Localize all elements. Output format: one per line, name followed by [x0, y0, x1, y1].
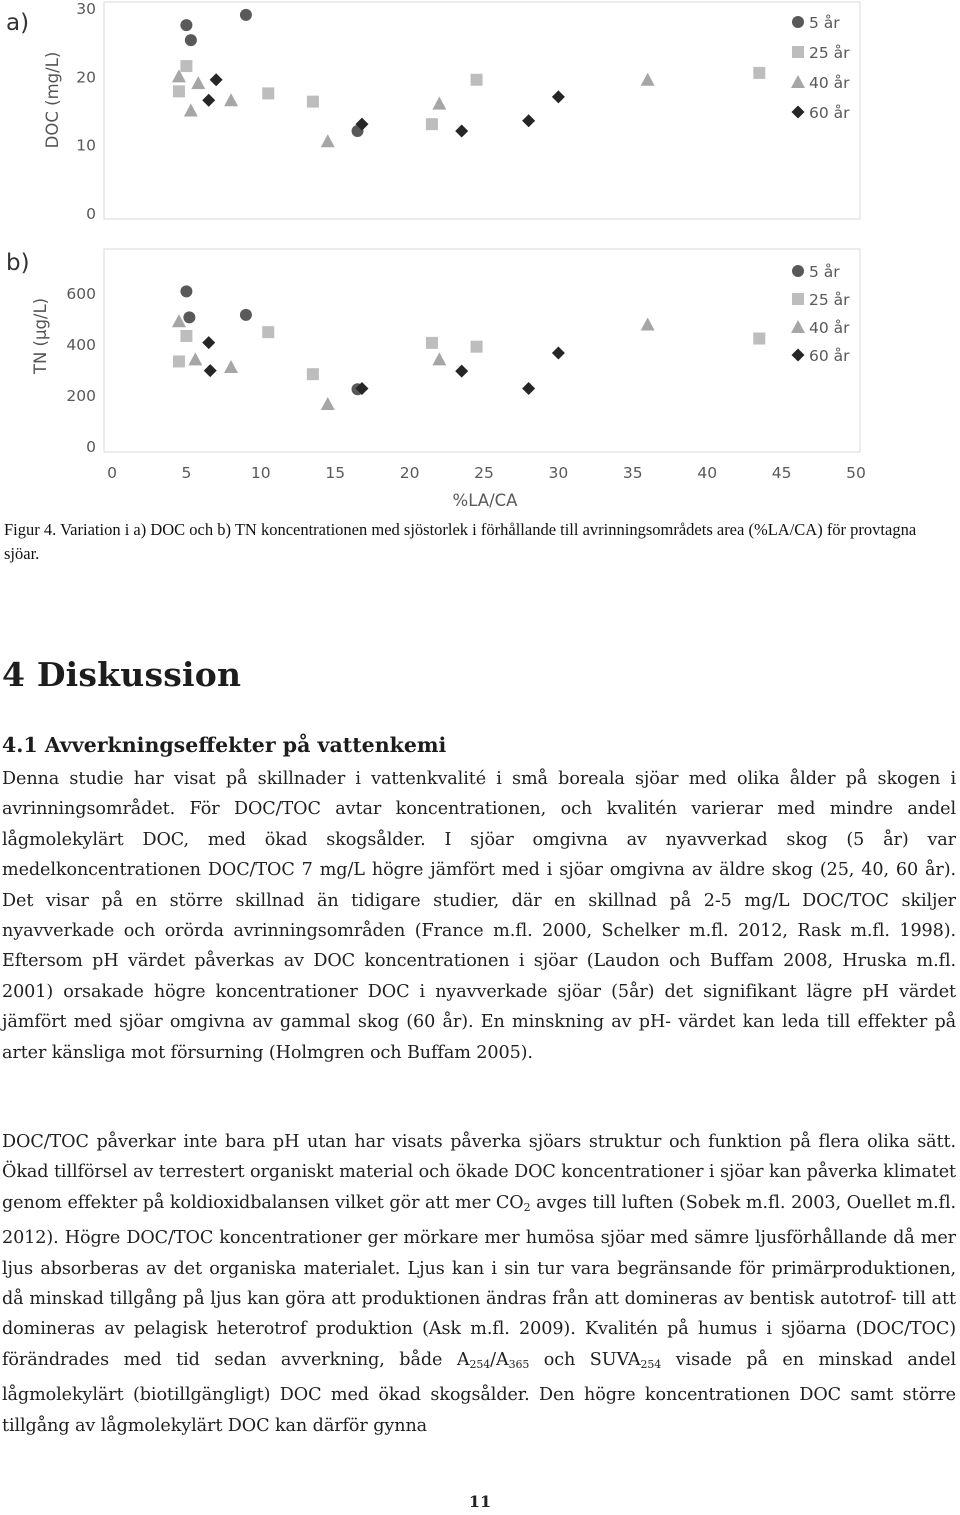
legend-marker [792, 265, 804, 277]
x-tick-label: 0 [107, 464, 117, 482]
subsection-heading: 4.1 Avverkningseffekter på vattenkemi [2, 733, 447, 757]
a254-subscript: 254 [469, 1357, 491, 1371]
data-point [240, 309, 252, 321]
paragraph-2-text: visade på en minskad andel lågmolekylärt (biotillgängligt) DOC med ökad skogsålder. Den högre koncentrationen DOC samt större tillgång av lågmolekylärt DOC kan därför gynna [2, 1349, 956, 1436]
data-point [426, 118, 438, 130]
data-point [552, 90, 565, 103]
x-tick-label: 5 [181, 464, 192, 482]
data-point [432, 352, 446, 365]
data-point [180, 285, 192, 297]
paragraph-2-text: DOC/TOC påverkar inte bara pH utan har visats påverka sjöars struktur och funktion på flera olika sätt. Ökad tillförsel av terrestert organiskt material och ökade DOC koncentrationer i sjöar kan påverka klimatet genom effekter på koldioxidbalansen vilket gör att mer CO [2, 1132, 956, 1213]
data-point [180, 330, 192, 342]
y-axis-label: TN (µg/L) [31, 297, 50, 375]
data-point [522, 382, 535, 395]
x-tick-label: 30 [548, 464, 569, 482]
panel-a-chart [6, 0, 860, 223]
data-point [224, 93, 238, 106]
x-tick-label: 45 [771, 464, 792, 482]
data-point [552, 347, 565, 360]
a365-subscript: 365 [508, 1357, 530, 1371]
page-number: 11 [468, 1492, 492, 1511]
x-tick-label: 25 [474, 464, 494, 482]
y-tick-label: 20 [76, 68, 96, 87]
y-tick-label: 600 [66, 285, 96, 304]
co2-subscript: 2 [523, 1200, 531, 1214]
data-point [321, 397, 335, 410]
x-tick-label: 40 [697, 464, 718, 482]
legend-entry: 25 år [809, 44, 850, 62]
paragraph-2 [2, 1127, 956, 1441]
paragraph-1: Denna studie har visat på skillnader i vattenkvalité i små boreala sjöar med olika ålder på skogen i avrinningsområdet. För DOC/TOC avtar koncentrationen, och kvalitén varierar med mindre andel lågmolekylärt DOC, med ökad skogsålder. I sjöar omgivna av nyavverkad skog (5 år) var medelkoncentrationen DOC/TOC 7 mg/L högre jämfört med i sjöar omgivna av äldre skog (25, 40, 60 år). Det visar på en större skillnad än tidigare studier, där en skillnad på 2-5 mg/L DOC/TOC skiljer nyavverkade och orörda avrinningsområden (France m.fl. 2000, Schelker m.fl. 2012, Rask m.fl. 1998). Eftersom pH värdet påverkas av DOC koncentrationen i sjöar (Laudon och Buffam 2008, Hruska m.fl. 2001) orsakade högre koncentrationer DOC i nyavverkade sjöar (5år) det signifikant lägre pH värdet jämfört med sjöar omgivna av gammal skog (60 år). En minskning av pH- värdet kan leda till effekter på arter känsliga mot försurning (Holmgren och Buffam 2005). [2, 769, 956, 1063]
y-tick-label: 200 [66, 387, 96, 406]
data-point [210, 73, 223, 86]
data-point [641, 318, 655, 331]
paragraph-2-text: och SUVA [529, 1349, 641, 1370]
panel-label: a) [6, 10, 30, 36]
data-point [202, 336, 215, 349]
data-point [180, 60, 192, 72]
paragraph-2-text: avges till luften (Sobek m.fl. 2003, Ouellet m.fl. 2012). Högre DOC/TOC koncentrationer ger mörkare mer humösa sjöar med sämre ljusförhållande då mer ljus absorberas av det organiska materialet. Ljus kan i sin tur vara begränsande för primärproduktionen, då minskad tillgång på ljus kan göra att produktionen ändras från att domineras av bentisk autotrof- till att domineras av pelagisk heterotrof produktion (Ask m.fl. 2009). Kvalitén på humus i sjöarna (DOC/TOC) förändrades med tid sedan avverkning, både A [2, 1192, 956, 1370]
data-point [307, 368, 319, 380]
legend-entry: 40 år [809, 74, 850, 92]
data-point [180, 19, 192, 31]
data-point [471, 74, 483, 86]
legend-marker [791, 320, 805, 333]
data-point [262, 326, 274, 338]
legend-marker [792, 106, 805, 119]
y-tick-label: 30 [76, 0, 96, 18]
section-heading: 4 Diskussion [2, 655, 242, 694]
data-point [455, 125, 468, 138]
legend-marker [792, 16, 804, 28]
panel-b-chart [6, 249, 860, 456]
y-tick-label: 10 [76, 136, 96, 155]
figure-4-chart [0, 0, 960, 515]
data-point [455, 365, 468, 378]
legend-entry: 60 år [809, 104, 850, 122]
data-point [173, 85, 185, 97]
y-axis-label: DOC (mg/L) [43, 51, 62, 149]
data-point [307, 96, 319, 108]
suva254-subscript: 254 [640, 1357, 662, 1371]
data-point [240, 9, 252, 21]
data-point [753, 67, 765, 79]
data-point [262, 87, 274, 99]
panel-label: b) [6, 250, 30, 276]
x-tick-label: 35 [622, 464, 643, 482]
legend-marker [792, 293, 804, 305]
data-point [185, 34, 197, 46]
legend-marker [792, 46, 804, 58]
legend-entry: 25 år [809, 291, 850, 309]
y-tick-label: 0 [86, 438, 96, 456]
legend-entry: 60 år [809, 347, 850, 365]
data-point [183, 311, 195, 323]
data-point [321, 134, 335, 147]
y-tick-label: 0 [86, 205, 96, 223]
data-point [753, 333, 765, 345]
paragraph-2-text: /A [490, 1349, 509, 1370]
legend-entry: 5 år [809, 14, 840, 32]
data-point [641, 73, 655, 86]
x-tick-label: 50 [846, 464, 866, 482]
data-point [426, 337, 438, 349]
plot-frame [104, 2, 860, 219]
data-point [522, 114, 535, 127]
legend-marker [791, 75, 805, 88]
x-tick-label: 20 [399, 464, 420, 482]
data-point [188, 352, 202, 365]
x-tick-label: 15 [325, 464, 346, 482]
data-point [173, 355, 185, 367]
x-axis-label: %LA/CA [452, 491, 518, 510]
data-point [202, 94, 215, 107]
data-point [224, 360, 238, 373]
data-point [204, 364, 217, 377]
shared-x-axis [107, 464, 866, 510]
legend-entry: 5 år [809, 263, 840, 281]
data-point [471, 341, 483, 353]
figure-caption: Figur 4. Variation i a) DOC och b) TN koncentrationen med sjöstorlek i förhållande till avrinningsområdets area (%LA/CA) för provtagna sjöar. [4, 520, 917, 563]
data-point [191, 76, 205, 89]
legend-marker [792, 349, 805, 362]
y-tick-label: 400 [66, 336, 96, 355]
data-point [432, 97, 446, 110]
legend-entry: 40 år [809, 319, 850, 337]
data-point [184, 104, 198, 117]
x-tick-label: 10 [250, 464, 271, 482]
